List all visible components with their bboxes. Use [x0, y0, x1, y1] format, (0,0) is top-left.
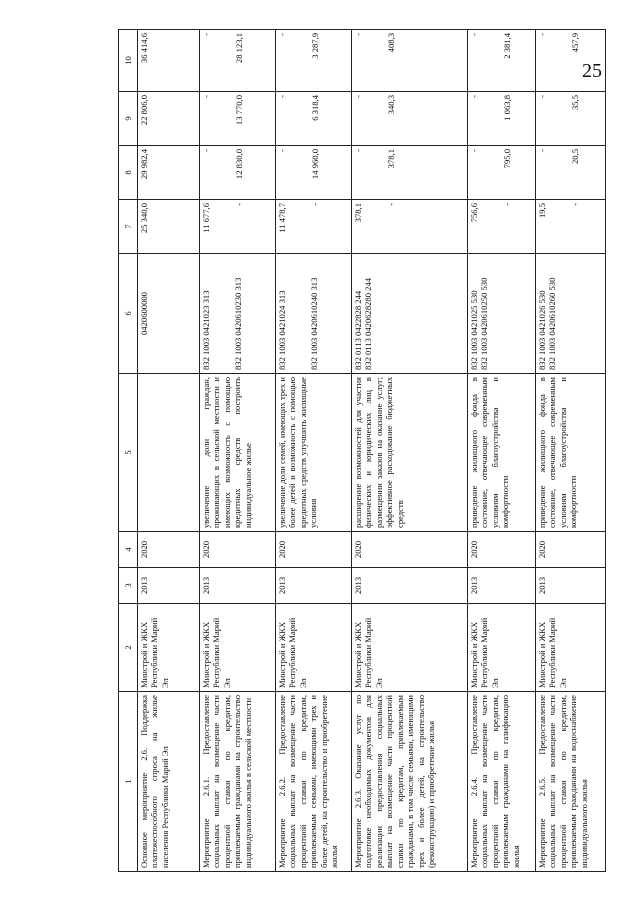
amount-col-10: 36 414,6	[138, 30, 200, 92]
header-col-6: 6	[119, 254, 138, 374]
table-row	[536, 30, 606, 872]
amount-col-7: 11 478,7 -	[276, 200, 352, 254]
amount-col-8: - 20,5	[536, 146, 606, 200]
expected-result: расширение возможностей для участия физических и юридических лиц в размещении заказов на оказание услуг; эффективное расходование бюджетных средств	[352, 374, 468, 532]
header-col-7: 7	[119, 200, 138, 254]
activity-name: Мероприятие 2.6.5. Предоставление социальных выплат на возмещение части процентной ставки по кредитам, привлекаемым гражданами на водоснабжение индивидуального жилья	[536, 692, 606, 872]
header-col-8: 8	[119, 146, 138, 200]
amount-col-9: - 35,5	[536, 92, 606, 146]
executor: Минстрой и ЖКХ Республики Марий Эл	[200, 604, 276, 692]
budget-code: 832 1003 0421024 313 832 1003 0420610240 313	[276, 254, 352, 374]
budget-code: 832 1003 0421023 313 832 1003 0420610230 313	[200, 254, 276, 374]
table-row	[138, 30, 200, 872]
expected-result: увеличение доли граждан, проживающих в сельской местности и имеющих возможность с помощью кредитных средств построить индивидуальное жилье	[200, 374, 276, 532]
table-row	[200, 30, 276, 872]
activity-name: Мероприятие 2.6.2. Предоставление социальных выплат на возмещение части процентной ставки по кредитам, привлекаемым семьями, имеющими трех и более детей, на строительство и приобретение жилья	[276, 692, 352, 872]
end-year: 2020	[468, 532, 536, 568]
activity-name: Мероприятие 2.6.3. Оказание услуг по подготовке необходимых документов для реализации предоставления социальных выплат на возмещение части процентной ставки по кредитам, привлекаемым гражданами, в том числе семьями, имеющими трех и более детей, на строительство (реконструкцию) и приобретение жилья	[352, 692, 468, 872]
activity-name: Основное мероприятие 2.6. Поддержка платежеспособного спроса на жилье населения Республики Марий Эл	[138, 692, 200, 872]
start-year: 2013	[352, 568, 468, 604]
amount-col-10: - 408,3	[352, 30, 468, 92]
amount-col-7: 756,6 -	[468, 200, 536, 254]
executor: Минстрой и ЖКХ Республики Марий Эл	[352, 604, 468, 692]
expected-result: приведение жилищного фонда в состояние, отвечающее современным условиям благоустройства и комфортности	[536, 374, 606, 532]
rotated-table-container	[118, 30, 613, 872]
amount-col-10: - 3 287,9	[276, 30, 352, 92]
executor: Минстрой и ЖКХ Республики Марий Эл	[536, 604, 606, 692]
amount-col-8: - 12 830,0	[200, 146, 276, 200]
header-col-2: 2	[119, 604, 138, 692]
amount-col-9: - 340,3	[352, 92, 468, 146]
budget-code: 0420600000	[138, 254, 200, 374]
executor: Минстрой и ЖКХ Республики Марий Эл	[138, 604, 200, 692]
activity-name: Мероприятие 2.6.1. Предоставление социальных выплат на возмещение части процентной ставки по кредитам, привлекаемым гражданами на строительство индивидуального жилья в сельской местности	[200, 692, 276, 872]
end-year: 2020	[138, 532, 200, 568]
amount-col-7: 11 677,6 -	[200, 200, 276, 254]
header-col-5: 5	[119, 374, 138, 532]
amount-col-10: - 28 123,1	[200, 30, 276, 92]
header-col-9: 9	[119, 92, 138, 146]
amount-col-8: - 795,0	[468, 146, 536, 200]
table-row	[352, 30, 468, 872]
amount-col-10: - 2 381,4	[468, 30, 536, 92]
amount-col-7: 19,5 -	[536, 200, 606, 254]
executor: Минстрой и ЖКХ Республики Марий Эл	[276, 604, 352, 692]
amount-col-9: - 6 318,4	[276, 92, 352, 146]
amount-col-9: 22 806,0	[138, 92, 200, 146]
expected-result	[138, 374, 200, 532]
expected-result: приведение жилищного фонда в состояние, отвечающее современным условиям благоустройства и комфортности	[468, 374, 536, 532]
executor: Минстрой и ЖКХ Республики Марий Эл	[468, 604, 536, 692]
start-year: 2013	[468, 568, 536, 604]
amount-col-9: - 13 770,0	[200, 92, 276, 146]
end-year: 2020	[200, 532, 276, 568]
start-year: 2013	[138, 568, 200, 604]
budget-code: 832 1003 0421025 530 832 1003 0420610250 530	[468, 254, 536, 374]
header-row	[119, 30, 138, 872]
amount-col-7: 378,1 -	[352, 200, 468, 254]
start-year: 2013	[276, 568, 352, 604]
amount-col-8: - 378,1	[352, 146, 468, 200]
program-funding-table	[118, 29, 606, 872]
header-col-3: 3	[119, 568, 138, 604]
budget-code: 832 0113 0422828 244 832 0113 0420628280 244	[352, 254, 468, 374]
budget-code: 832 1003 0421026 530 832 1003 0420610260 530	[536, 254, 606, 374]
amount-col-7: 25 340,0	[138, 200, 200, 254]
amount-col-8: 29 982,4	[138, 146, 200, 200]
table-row	[468, 30, 536, 872]
amount-col-10: - 457,9	[536, 30, 606, 92]
expected-result: увеличение доли семей, имеющих трех и более детей и возможность с помощью кредитных средств улучшить жилищные условия	[276, 374, 352, 532]
header-col-1: 1	[119, 692, 138, 872]
header-col-4: 4	[119, 532, 138, 568]
table-row	[276, 30, 352, 872]
amount-col-8: - 14 960,0	[276, 146, 352, 200]
header-col-10: 10	[119, 30, 138, 92]
activity-name: Мероприятие 2.6.4. Предоставление социальных выплат на возмещение части процентной ставки по кредитам, привлекаемым гражданами на газификацию жилья	[468, 692, 536, 872]
end-year: 2020	[536, 532, 606, 568]
start-year: 2013	[200, 568, 276, 604]
page-number: 25	[582, 60, 602, 82]
amount-col-9: - 1 063,8	[468, 92, 536, 146]
end-year: 2020	[352, 532, 468, 568]
end-year: 2020	[276, 532, 352, 568]
start-year: 2013	[536, 568, 606, 604]
